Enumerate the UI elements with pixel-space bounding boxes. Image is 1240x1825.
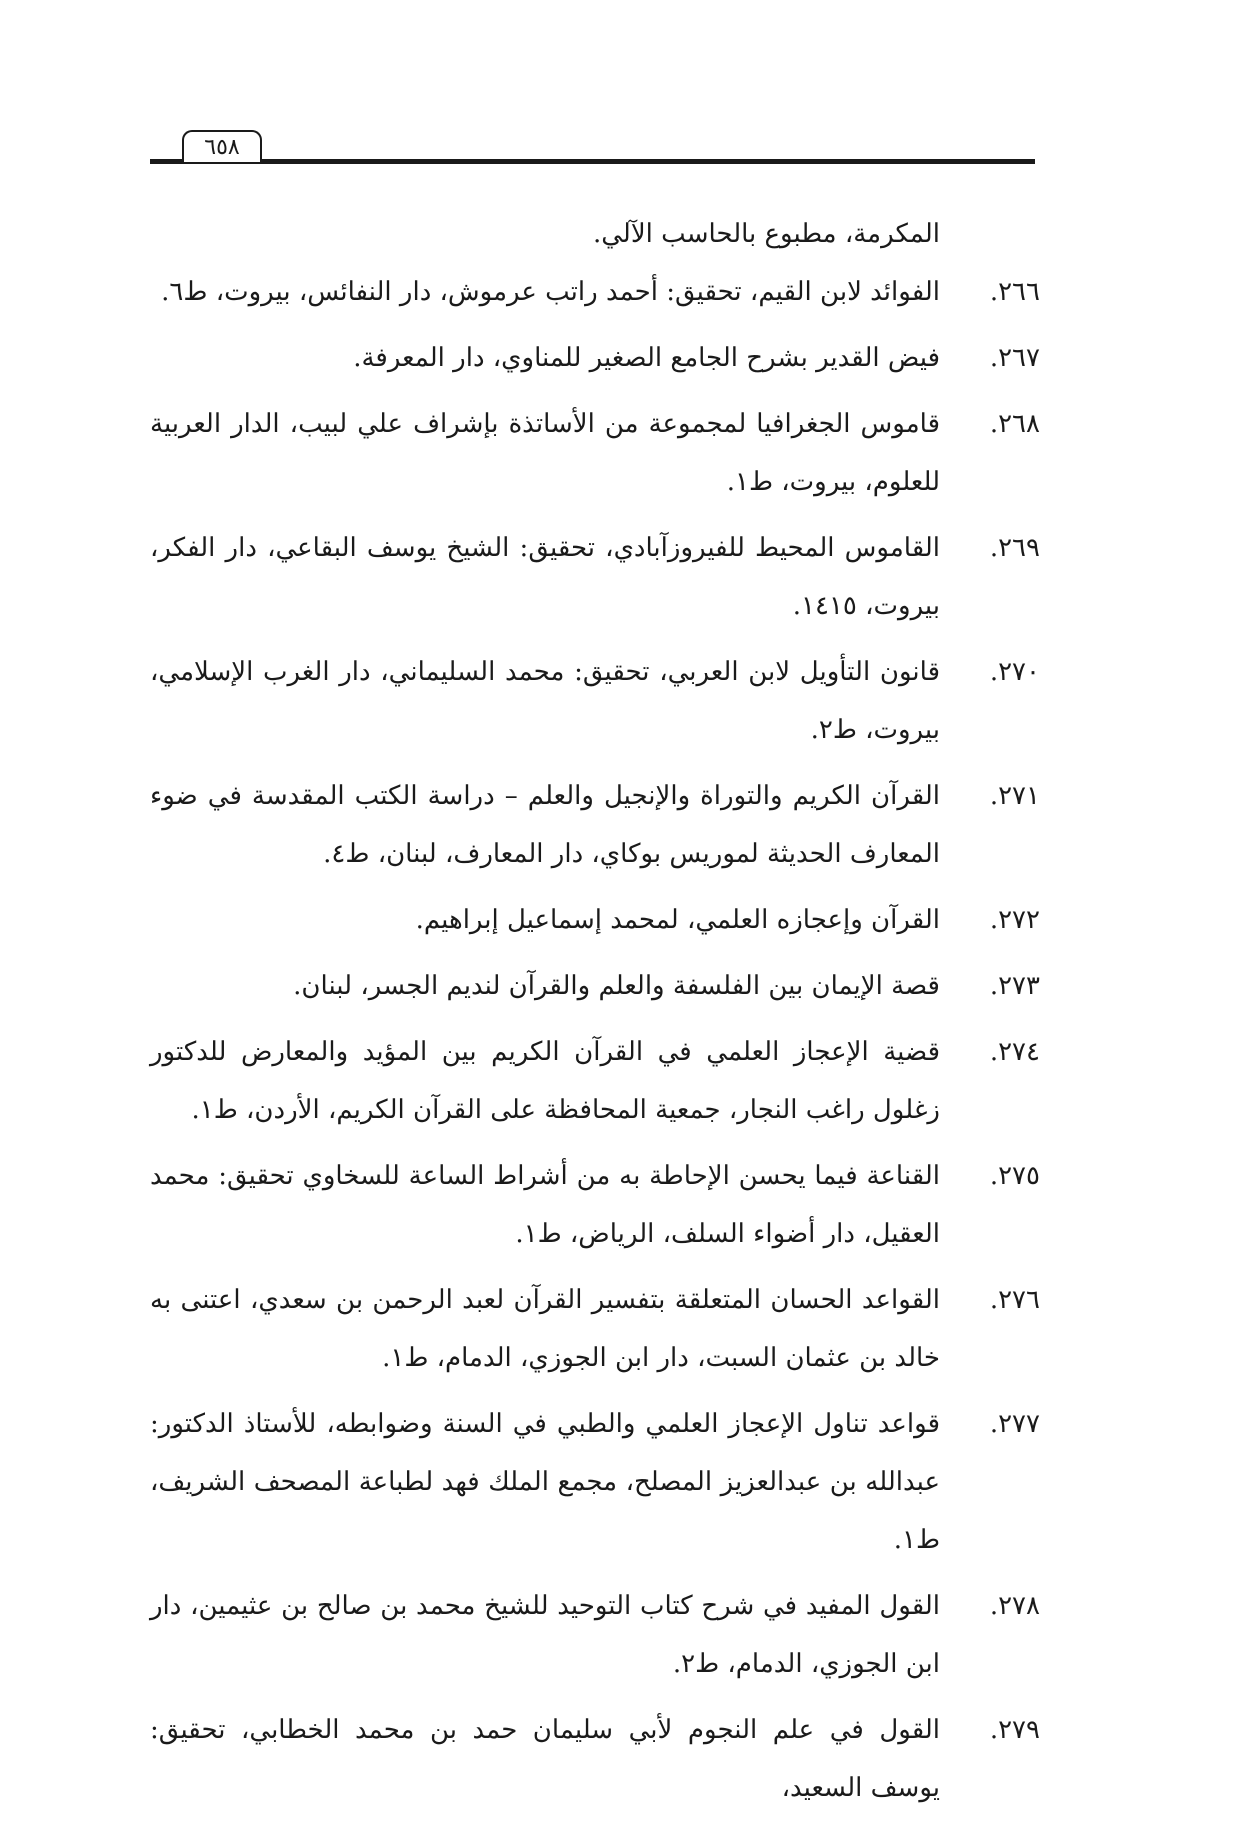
entry-text: القول في علم النجوم لأبي سليمان حمد بن محمد الخطابي، تحقيق: يوسف السعيد، [150, 1715, 940, 1803]
bibliography-entry [150, 643, 1040, 759]
entry-text: القول المفيد في شرح كتاب التوحيد للشيخ محمد بن صالح بن عثيمين، دار ابن الجوزي، الدمام، ط٢. [150, 1591, 940, 1679]
entry-number: ٢٦٩. [989, 533, 1040, 563]
entry-text: القواعد الحسان المتعلقة بتفسير القرآن لعبد الرحمن بن سعدي، اعتنى به خالد بن عثمان السبت، دار ابن الجوزي، الدمام، ط١. [150, 1285, 940, 1373]
entry-text: قواعد تناول الإعجاز العلمي والطبي في السنة وضوابطه، للأستاذ الدكتور: عبدالله بن عبدالعزيز المصلح، مجمع الملك فهد لطباعة المصحف الشريف، ط١. [150, 1409, 940, 1555]
entry-number: ٢٧١. [989, 781, 1040, 811]
entry-text: القرآن الكريم والتوراة والإنجيل والعلم – دراسة الكتب المقدسة في ضوء المعارف الحديثة لموريس بوكاي، دار المعارف، لبنان، ط٤. [150, 781, 940, 869]
entry-number: ٢٧٣. [989, 971, 1040, 1001]
entry-text: فيض القدير بشرح الجامع الصغير للمناوي، دار المعرفة. [353, 343, 940, 373]
entry-text: قصة الإيمان بين الفلسفة والعلم والقرآن لنديم الجسر، لبنان. [293, 971, 940, 1001]
bibliography-entry [150, 1395, 1040, 1569]
entry-number: ٢٧٠. [989, 657, 1040, 687]
continuation-text: المكرمة، مطبوع بالحاسب الآلي. [593, 219, 940, 249]
entry-number: ٢٧٩. [989, 1715, 1040, 1745]
bibliography-entry [150, 767, 1040, 883]
bibliography-entry [150, 1701, 1040, 1817]
entry-text: قاموس الجغرافيا لمجموعة من الأساتذة بإشراف علي لبيب، الدار العربية للعلوم، بيروت، ط١. [150, 409, 940, 497]
entry-number: ٢٦٦. [989, 277, 1040, 307]
entry-text: القناعة فيما يحسن الإحاطة به من أشراط الساعة للسخاوي تحقيق: محمد العقيل، دار أضواء السلف، الرياض، ط١. [150, 1161, 940, 1249]
entry-text: قضية الإعجاز العلمي في القرآن الكريم بين المؤيد والمعارض للدكتور زغلول راغب النجار، جمعية المحافظة على القرآن الكريم، الأردن، ط١. [150, 1037, 940, 1125]
entry-number: ٢٦٧. [989, 343, 1040, 373]
bibliography-entry [150, 263, 1040, 321]
entry-text: الفوائد لابن القيم، تحقيق: أحمد راتب عرموش، دار النفائس، بيروت، ط٦. [161, 277, 940, 307]
entry-number: ٢٧٥. [989, 1161, 1040, 1191]
bibliography-entry [150, 329, 1040, 387]
entry-number: ٢٦٨. [989, 409, 1040, 439]
page-number: ٦٥٨ [182, 130, 262, 162]
bibliography-entry [150, 395, 1040, 511]
bibliography-entry [150, 1147, 1040, 1263]
entry-number: ٢٧٦. [989, 1285, 1040, 1315]
entry-text: القاموس المحيط للفيروزآبادي، تحقيق: الشيخ يوسف البقاعي، دار الفكر، بيروت، ١٤١٥. [150, 533, 940, 621]
entry-text: قانون التأويل لابن العربي، تحقيق: محمد السليماني، دار الغرب الإسلامي، بيروت، ط٢. [150, 657, 940, 745]
header-rule [150, 159, 1035, 164]
entry-number: ٢٧٤. [989, 1037, 1040, 1067]
bibliography-entry [150, 1023, 1040, 1139]
entry-number: ٢٧٢. [989, 905, 1040, 935]
entry-text: القرآن وإعجازه العلمي، لمحمد إسماعيل إبراهيم. [415, 905, 940, 935]
bibliography-list [150, 205, 1040, 1825]
bibliography-entry [150, 1271, 1040, 1387]
entry-number: ٢٧٧. [989, 1409, 1040, 1439]
bibliography-entry [150, 891, 1040, 949]
bibliography-entry [150, 1577, 1040, 1693]
bibliography-entry [150, 519, 1040, 635]
entry-number: ٢٧٨. [989, 1591, 1040, 1621]
bibliography-entry [150, 957, 1040, 1015]
page-header [150, 130, 1035, 170]
